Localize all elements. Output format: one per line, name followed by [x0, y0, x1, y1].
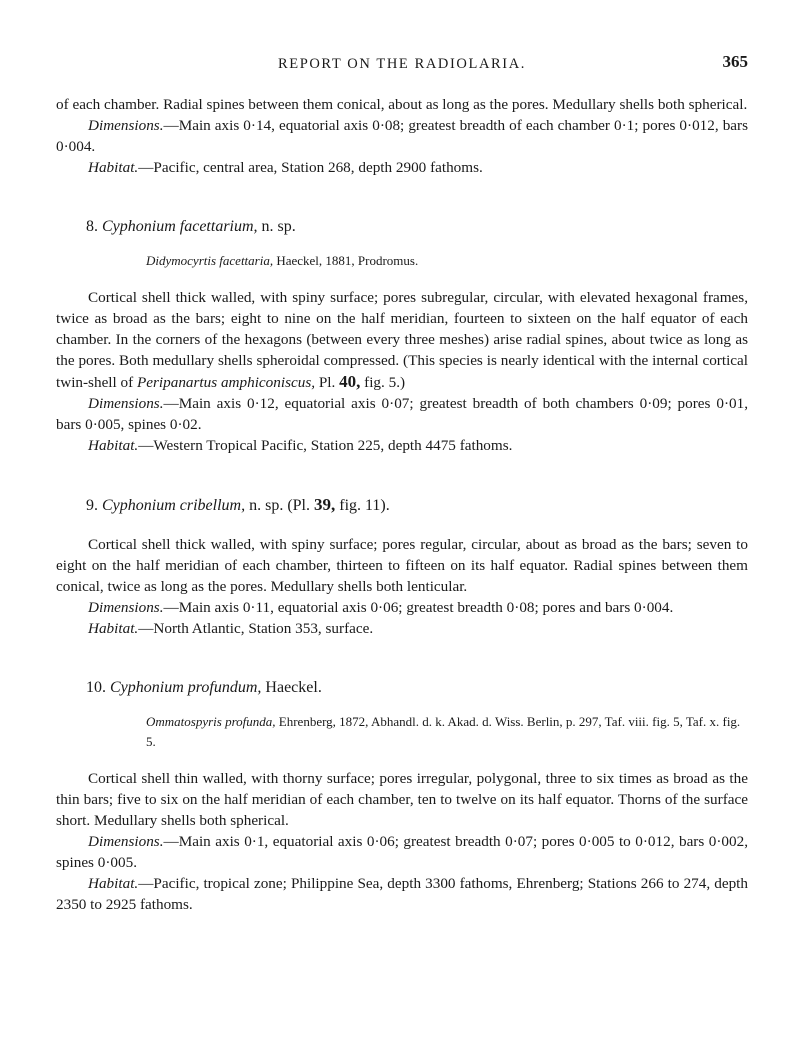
- referenced-species-name: Peripanartus amphiconiscus,: [137, 374, 316, 391]
- species-entry-9: [56, 494, 748, 639]
- dimensions-text: —Main axis 0·1, equatorial axis 0·06; greatest breadth 0·07; pores 0·005 to 0·012, bars 0·002, spines 0·005.: [56, 833, 748, 871]
- species-description: [56, 287, 748, 393]
- habitat-label: Habitat.: [88, 159, 139, 176]
- dimensions-text: —Main axis 0·14, equatorial axis 0·08; greatest breadth of each chamber 0·1; pores 0·012, bars 0·004.: [56, 117, 748, 155]
- habitat-label: Habitat.: [88, 437, 139, 454]
- synonym-citation: [146, 712, 748, 752]
- plate-figure: fig. 5.): [364, 374, 406, 391]
- species-status: Haeckel.: [265, 679, 322, 696]
- habitat-label: Habitat.: [88, 620, 139, 637]
- carryover-dimensions: [56, 115, 748, 157]
- page-header: [56, 52, 748, 82]
- species-number: 9.: [86, 497, 98, 514]
- synonym-reference: Ehrenberg, 1872, Abhandl. d. k. Akad. d. Wiss. Berlin, p. 297, Taf. viii. fig. 5, Taf. x. fig. 5.: [146, 714, 741, 749]
- species-number: 8.: [86, 218, 98, 235]
- dimensions-text: —Main axis 0·11, equatorial axis 0·06; greatest breadth 0·08; pores and bars 0·004.: [163, 599, 674, 616]
- plate-number: 39,: [314, 495, 336, 514]
- carryover-description: of each chamber. Radial spines between them conical, about as long as the pores. Medullary shells both spherical.: [56, 96, 748, 113]
- carryover-habitat: [56, 157, 748, 178]
- species-dimensions: [56, 393, 748, 435]
- habitat-text: —North Atlantic, Station 353, surface.: [138, 620, 374, 637]
- plate-figure: fig. 11).: [339, 497, 390, 514]
- dimensions-label: Dimensions.: [88, 599, 164, 616]
- species-entry-10: [56, 677, 748, 915]
- dimensions-label: Dimensions.: [88, 117, 164, 134]
- species-description: Cortical shell thick walled, with spiny surface; pores regular, circular, about as broad as the bars; seven to eight on the half meridian of each chamber, thirteen to fifteen on its half equator. Radial spines between them conical, twice as long as the pores. Medullary shells both lenticular.: [56, 536, 748, 595]
- carryover-entry: [56, 94, 748, 178]
- species-habitat: [56, 873, 748, 915]
- plate-number: 40,: [339, 372, 361, 391]
- species-habitat: [56, 435, 748, 456]
- synonym-reference: Haeckel, 1881, Prodromus.: [276, 253, 419, 268]
- habitat-text: —Pacific, central area, Station 268, depth 2900 fathoms.: [138, 159, 483, 176]
- dimensions-label: Dimensions.: [88, 833, 164, 850]
- species-entry-8: [56, 216, 748, 456]
- species-heading: [86, 216, 748, 237]
- species-status: n. sp. (Pl.: [249, 497, 310, 514]
- page-number: 365: [722, 52, 748, 71]
- species-heading: [86, 494, 748, 516]
- species-name: Cyphonium cribellum,: [102, 497, 246, 514]
- synonym-citation: [146, 251, 748, 271]
- habitat-text: —Western Tropical Pacific, Station 225, depth 4475 fathoms.: [138, 437, 513, 454]
- species-dimensions: [56, 831, 748, 873]
- habitat-text: —Pacific, tropical zone; Philippine Sea, depth 3300 fathoms, Ehrenberg; Stations 266 to 274, depth 2350 to 2925 fathoms.: [56, 875, 748, 913]
- species-dimensions: [56, 597, 748, 618]
- species-number: 10.: [86, 679, 106, 696]
- species-heading: [86, 677, 748, 698]
- species-habitat: [56, 618, 748, 639]
- species-status: n. sp.: [261, 218, 296, 235]
- habitat-label: Habitat.: [88, 875, 139, 892]
- species-name: Cyphonium profundum,: [110, 679, 262, 696]
- description-text: Cortical shell thick walled, with spiny surface; pores subregular, circular, with elevated hexagonal frames, twice as broad as the bars; eight to nine on the half meridian, fourteen to sixteen on the half equator of each chamber. In the corners of the hexagons (between every three meshes) arise radial spines, about twice as long as the pores. Both medullary shells spheroidal compressed. (This species is nearly identical with the internal cortical twin-shell of: [56, 289, 748, 391]
- page-body: [56, 94, 748, 915]
- synonym-name: Ommatospyris profunda,: [146, 714, 276, 729]
- running-title: REPORT ON THE RADIOLARIA.: [277, 56, 527, 72]
- dimensions-text: —Main axis 0·12, equatorial axis 0·07; greatest breadth of both chambers 0·09; pores 0·01, bars 0·005, spines 0·02.: [56, 395, 748, 433]
- synonym-name: Didymocyrtis facettaria,: [146, 253, 274, 268]
- species-description: Cortical shell thin walled, with thorny surface; pores irregular, polygonal, three to six times as broad as the thin bars; five to six on the half meridian of each chamber, ten to twelve on its half equator. Thorns of the surface short. Medullary shells both spherical.: [56, 770, 748, 829]
- dimensions-label: Dimensions.: [88, 395, 164, 412]
- species-name: Cyphonium facettarium,: [102, 218, 258, 235]
- plate-prefix: Pl.: [318, 374, 336, 391]
